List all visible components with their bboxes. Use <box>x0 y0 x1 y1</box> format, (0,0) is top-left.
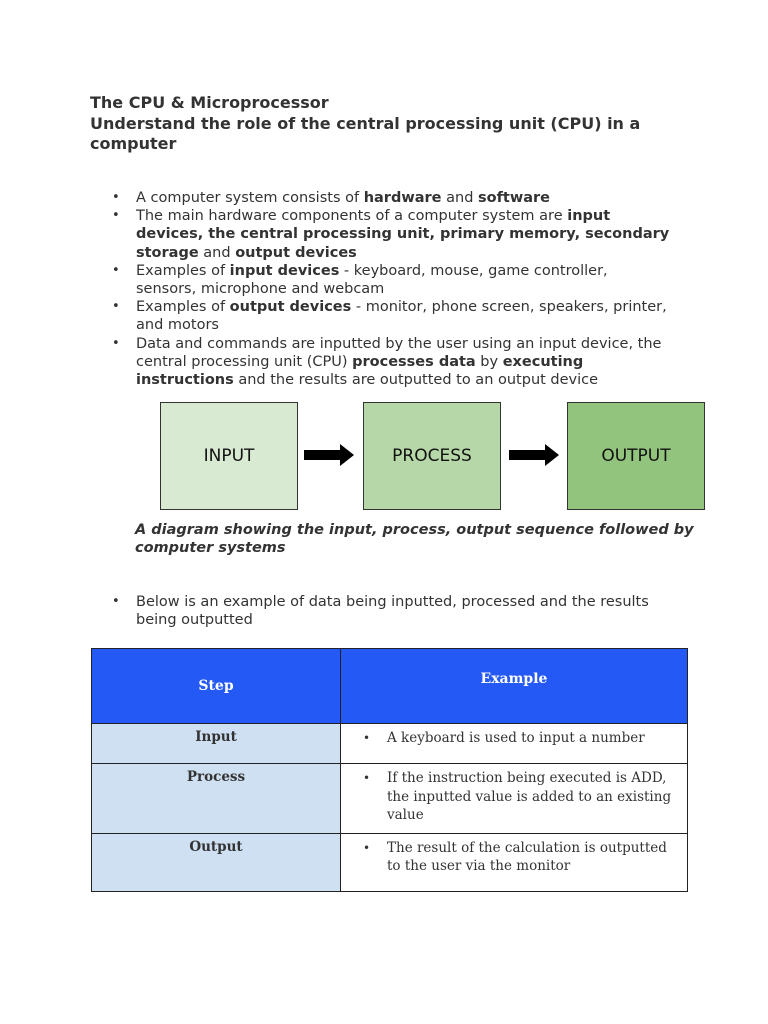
bullet-item: • Examples of input devices - keyboard, mouse, game controller, sensors, microphone and webcam <box>112 262 672 298</box>
arrow-right-icon <box>509 444 559 466</box>
bullet-list <box>112 189 672 389</box>
bullet-item: • Below is an example of data being inputted, processed and the results being outputted <box>112 593 692 629</box>
table-header-row <box>92 649 688 724</box>
input-box: INPUT <box>160 402 298 510</box>
table-row <box>92 764 688 834</box>
table-row <box>92 833 688 891</box>
step-cell: Input <box>92 724 341 764</box>
example-cell: • The result of the calculation is outputted to the user via the monitor <box>341 833 688 891</box>
diagram-caption: A diagram showing the input, process, output sequence followed by computer systems <box>135 522 694 557</box>
column-header-example: Example <box>341 649 688 724</box>
example-cell: • A keyboard is used to input a number <box>341 724 688 764</box>
bullet-item: • A computer system consists of hardware and software <box>112 189 672 207</box>
table-row <box>92 724 688 764</box>
process-box: PROCESS <box>363 402 501 510</box>
bullet-item: • Examples of output devices - monitor, phone screen, speakers, printer, and motors <box>112 298 672 334</box>
output-box: OUTPUT <box>567 402 705 510</box>
page-title: The CPU & Microprocessor <box>90 93 329 112</box>
step-cell: Output <box>92 833 341 891</box>
page-subtitle: Understand the role of the central processing unit (CPU) in a computer <box>90 114 641 153</box>
bullet-list <box>112 593 692 629</box>
step-cell: Process <box>92 764 341 834</box>
bullet-item: • The main hardware components of a computer system are input devices, the central processing unit, primary memory, secondary storage and output devices <box>112 207 672 262</box>
ipo-diagram <box>136 396 708 514</box>
steps-table <box>91 648 688 892</box>
example-cell: • If the instruction being executed is ADD, the inputted value is added to an existing value <box>341 764 688 834</box>
bullet-item: • Data and commands are inputted by the user using an input device, the central processing unit (CPU) processes data by executing instructions and the results are outputted to an output device <box>112 335 672 390</box>
arrow-right-icon <box>304 444 354 466</box>
column-header-step: Step <box>92 649 341 724</box>
